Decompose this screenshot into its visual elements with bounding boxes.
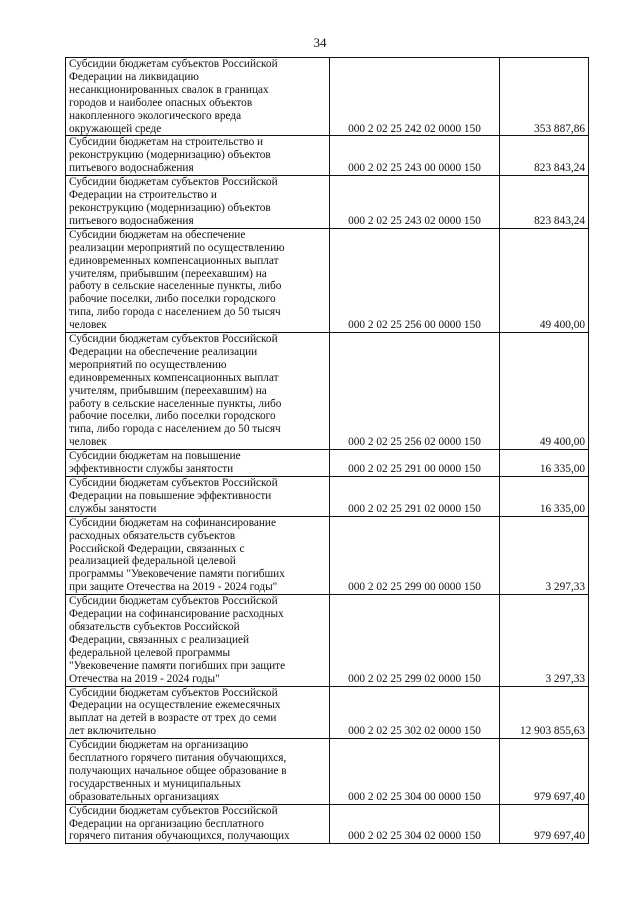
subsidy-amount: 49 400,00: [500, 228, 589, 332]
budget-classification-code: 000 2 02 25 243 02 0000 150: [330, 176, 500, 229]
subsidy-description: Субсидии бюджетам субъектов Российской Федерации на строительство и реконструкцию (модернизацию) объектов питьевого водоснабжения: [66, 176, 330, 229]
table-row: [66, 333, 589, 450]
subsidy-description: Субсидии бюджетам субъектов Российской Федерации на обеспечение реализации мероприятий по осуществлению единовременных компенсационных выплат учителям, прибывшим (переехавшим) на работу в сельские населенные пункты, либо рабочие поселки, либо поселки городского типа, либо города с населением до 50 тысяч человек: [66, 333, 330, 450]
subsidy-amount: 16 335,00: [500, 477, 589, 517]
subsidy-description: Субсидии бюджетам на повышение эффективности службы занятости: [66, 450, 330, 477]
table-row: [66, 176, 589, 229]
budget-classification-code: 000 2 02 25 291 00 0000 150: [330, 450, 500, 477]
subsidy-amount: 3 297,33: [500, 595, 589, 686]
table-row: [66, 136, 589, 176]
budget-classification-code: 000 2 02 25 242 02 0000 150: [330, 58, 500, 136]
table-row: [66, 686, 589, 739]
subsidy-description: Субсидии бюджетам на софинансирование расходных обязательств субъектов Российской Федерации, связанных с реализацией федеральной целевой программы "Увековечение памяти погибших при защите Отечества на 2019 - 2024 годы": [66, 516, 330, 594]
subsidy-description: Субсидии бюджетам субъектов Российской Федерации на ликвидацию несанкционированных свалок в границах городов и наиболее опасных объектов накопленного экологического вреда окружающей среде: [66, 58, 330, 136]
table-row: [66, 595, 589, 686]
table-row: [66, 477, 589, 517]
table-row: [66, 516, 589, 594]
subsidy-description: Субсидии бюджетам субъектов Российской Федерации на осуществление ежемесячных выплат на детей в возрасте от трех до семи лет включительно: [66, 686, 330, 739]
table-row: [66, 804, 589, 844]
page-number: 34: [313, 35, 327, 50]
subsidy-amount: 823 843,24: [500, 136, 589, 176]
budget-classification-code: 000 2 02 25 243 00 0000 150: [330, 136, 500, 176]
budget-classification-code: 000 2 02 25 304 02 0000 150: [330, 804, 500, 844]
subsidy-description: Субсидии бюджетам субъектов Российской Федерации на повышение эффективности службы занятости: [66, 477, 330, 517]
subsidy-amount: 49 400,00: [500, 333, 589, 450]
budget-classification-code: 000 2 02 25 299 02 0000 150: [330, 595, 500, 686]
table-row: [66, 228, 589, 332]
subsidies-table: [65, 57, 589, 844]
subsidy-description: Субсидии бюджетам на обеспечение реализации мероприятий по осуществлению единовременных компенсационных выплат учителям, прибывшим (переехавшим) на работу в сельские населенные пункты, либо рабочие поселки, либо поселки городского типа, либо города с населением до 50 тысяч человек: [66, 228, 330, 332]
budget-classification-code: 000 2 02 25 302 02 0000 150: [330, 686, 500, 739]
budget-classification-code: 000 2 02 25 304 00 0000 150: [330, 739, 500, 805]
subsidy-amount: 16 335,00: [500, 450, 589, 477]
table-row: [66, 58, 589, 136]
subsidy-amount: 12 903 855,63: [500, 686, 589, 739]
budget-classification-code: 000 2 02 25 299 00 0000 150: [330, 516, 500, 594]
subsidy-amount: 353 887,86: [500, 58, 589, 136]
table-row: [66, 450, 589, 477]
subsidy-amount: 823 843,24: [500, 176, 589, 229]
subsidy-description: Субсидии бюджетам на организацию бесплатного горячего питания обучающихся, получающих начальное общее образование в государственных и муниципальных образовательных организациях: [66, 739, 330, 805]
subsidy-amount: 3 297,33: [500, 516, 589, 594]
subsidy-amount: 979 697,40: [500, 804, 589, 844]
budget-classification-code: 000 2 02 25 256 00 0000 150: [330, 228, 500, 332]
table-row: [66, 739, 589, 805]
subsidy-description: Субсидии бюджетам субъектов Российской Федерации на софинансирование расходных обязательств субъектов Российской Федерации, связанных с реализацией федеральной целевой программы "Увековечение памяти погибших при защите Отечества на 2019 - 2024 годы": [66, 595, 330, 686]
subsidies-table-body: [66, 58, 589, 844]
subsidy-description: Субсидии бюджетам субъектов Российской Федерации на организацию бесплатного горячего питания обучающихся, получающих: [66, 804, 330, 844]
subsidy-amount: 979 697,40: [500, 739, 589, 805]
budget-classification-code: 000 2 02 25 256 02 0000 150: [330, 333, 500, 450]
budget-classification-code: 000 2 02 25 291 02 0000 150: [330, 477, 500, 517]
subsidy-description: Субсидии бюджетам на строительство и реконструкцию (модернизацию) объектов питьевого водоснабжения: [66, 136, 330, 176]
